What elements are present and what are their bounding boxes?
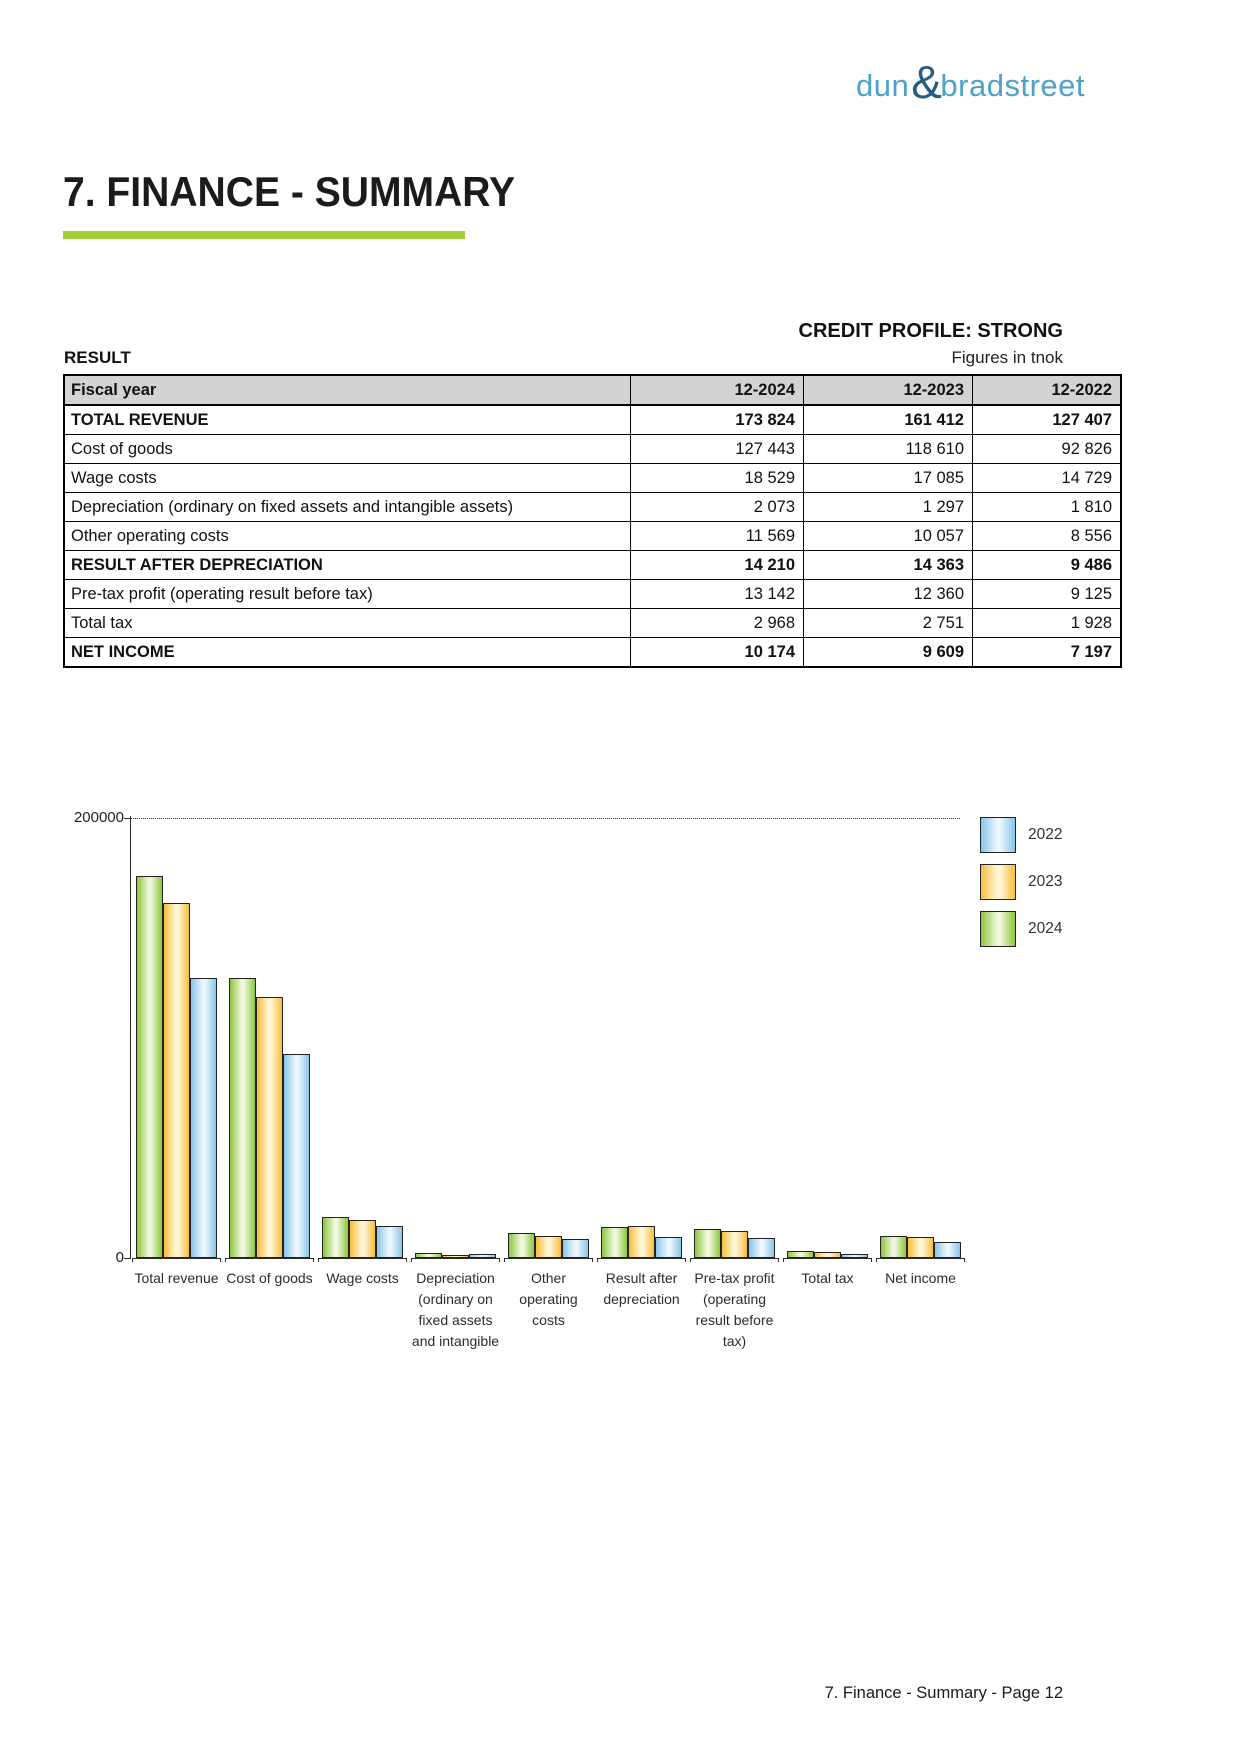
legend-swatch-2023 [980,864,1016,900]
bar-2022-0 [190,978,217,1258]
y-axis [130,816,131,1259]
row-label: Cost of goods [64,435,631,464]
row-value: 10 057 [804,522,973,551]
row-label: Total tax [64,609,631,638]
row-label: Wage costs [64,464,631,493]
legend-swatch-2024 [980,911,1016,947]
row-value: 1 810 [973,493,1122,522]
legend-swatch-2022 [980,817,1016,853]
category-label-line: result before [695,1312,774,1328]
baseline-tick [778,1258,779,1262]
category-label-line: Wage costs [326,1270,399,1286]
bar-2022-1 [283,1054,310,1258]
row-label: Pre-tax profit (operating result before tax) [64,580,631,609]
category-label-line: Depreciation [416,1270,495,1286]
category-label-line: depreciation [603,1291,680,1307]
legend-label-2024: 2024 [1028,920,1063,937]
page-footer: 7. Finance - Summary - Page 12 [824,1684,1063,1702]
category-label-line: fixed assets [418,1312,493,1328]
baseline-segment [504,1258,593,1259]
logo-ampersand-icon: & [911,56,943,108]
legend-label-2022: 2022 [1028,826,1063,843]
baseline-tick [220,1258,221,1262]
category-label-line: and intangible [411,1333,500,1349]
baseline-tick [964,1258,965,1262]
baseline-tick [504,1258,505,1262]
category-label-line: Pre-tax profit [694,1270,775,1286]
row-label: Depreciation (ordinary on fixed assets and intangible assets) [64,493,631,522]
row-label: RESULT AFTER DEPRECIATION [64,551,631,580]
bar-2023-6 [721,1231,748,1258]
baseline-tick [406,1258,407,1262]
row-label: Other operating costs [64,522,631,551]
bar-2022-8 [934,1242,961,1258]
baseline-segment [318,1258,407,1259]
y-tick-top [124,818,130,819]
bar-2022-6 [748,1238,775,1258]
row-value: 2 968 [631,609,804,638]
baseline-segment [597,1258,686,1259]
credit-profile-label: CREDIT PROFILE: STRONG [798,320,1063,342]
baseline-tick [411,1258,412,1262]
baseline-segment [876,1258,965,1259]
row-value: 9 609 [804,638,973,668]
row-value: 11 569 [631,522,804,551]
row-value: 92 826 [973,435,1122,464]
baseline-segment [690,1258,779,1259]
row-value: 161 412 [804,405,973,435]
y-tick-zero [124,1258,130,1259]
category-label-line: Result after [605,1270,678,1286]
column-header-period: 12-2023 [804,375,973,405]
bar-2022-2 [376,1226,403,1258]
row-value: 10 174 [631,638,804,668]
baseline-tick [592,1258,593,1262]
column-header-period: 12-2024 [631,375,804,405]
bar-2023-0 [163,903,190,1258]
figures-unit-note: Figures in tnok [951,348,1063,367]
bar-2023-4 [535,1236,562,1258]
baseline-tick [318,1258,319,1262]
row-value: 118 610 [804,435,973,464]
row-value: 2 073 [631,493,804,522]
gridline-200000 [130,818,960,819]
category-label-line: operating [519,1291,578,1307]
category-label-line: Total revenue [134,1270,219,1286]
bar-2024-1 [229,978,256,1258]
category-label-line: Net income [885,1270,956,1286]
baseline-segment [411,1258,500,1259]
row-value: 127 443 [631,435,804,464]
bar-2024-0 [136,876,163,1258]
category-label-line: (ordinary on [418,1291,493,1307]
row-value: 9 486 [973,551,1122,580]
bar-2022-4 [562,1239,589,1258]
bar-2024-6 [694,1229,721,1258]
row-value: 7 197 [973,638,1122,668]
legend-label-2023: 2023 [1028,873,1063,890]
bar-2023-8 [907,1237,934,1258]
logo-word-bradstreet: bradstreet [940,68,1085,103]
row-value: 13 142 [631,580,804,609]
category-label-8 [851,1268,991,1289]
category-label-line: (operating [702,1291,767,1307]
page-title: 7. FINANCE - SUMMARY [63,168,516,215]
row-label: NET INCOME [64,638,631,668]
row-value: 127 407 [973,405,1122,435]
bar-2023-5 [628,1226,655,1258]
baseline-tick [313,1258,314,1262]
baseline-segment [783,1258,872,1259]
baseline-tick [690,1258,691,1262]
logo-word-dun: dun [856,68,910,103]
baseline-segment [225,1258,314,1259]
category-label-line: tax) [722,1333,747,1349]
row-value: 173 824 [631,405,804,435]
baseline-segment [132,1258,221,1259]
row-value: 2 751 [804,609,973,638]
row-value: 1 928 [973,609,1122,638]
row-value: 12 360 [804,580,973,609]
baseline-tick [685,1258,686,1262]
category-label-line: Cost of goods [226,1270,313,1286]
row-value: 1 297 [804,493,973,522]
row-value: 18 529 [631,464,804,493]
baseline-tick [132,1258,133,1262]
bar-2024-8 [880,1236,907,1258]
row-value: 14 210 [631,551,804,580]
column-header-fiscal-year: Fiscal year [64,375,631,405]
baseline-tick [876,1258,877,1262]
baseline-tick [783,1258,784,1262]
category-label-line: costs [532,1312,565,1328]
result-section-label: RESULT [64,348,131,367]
bar-2024-7 [787,1251,814,1258]
y-tick-label-zero: 0 [115,1249,124,1266]
baseline-tick [597,1258,598,1262]
row-value: 8 556 [973,522,1122,551]
bar-2024-4 [508,1233,535,1258]
baseline-tick [225,1258,226,1262]
y-tick-label-max: 200000 [73,809,124,826]
baseline-tick [871,1258,872,1262]
column-header-period: 12-2022 [973,375,1122,405]
row-value: 17 085 [804,464,973,493]
row-value: 14 363 [804,551,973,580]
bar-2023-2 [349,1220,376,1258]
category-label-line: Other [530,1270,566,1286]
bar-2023-1 [256,997,283,1258]
bar-2022-5 [655,1237,682,1258]
row-value: 14 729 [973,464,1122,493]
bar-2024-2 [322,1217,349,1258]
bar-2024-5 [601,1227,628,1258]
category-label-line: Total tax [801,1270,854,1286]
row-value: 9 125 [973,580,1122,609]
baseline-tick [499,1258,500,1262]
row-label: TOTAL REVENUE [64,405,631,435]
